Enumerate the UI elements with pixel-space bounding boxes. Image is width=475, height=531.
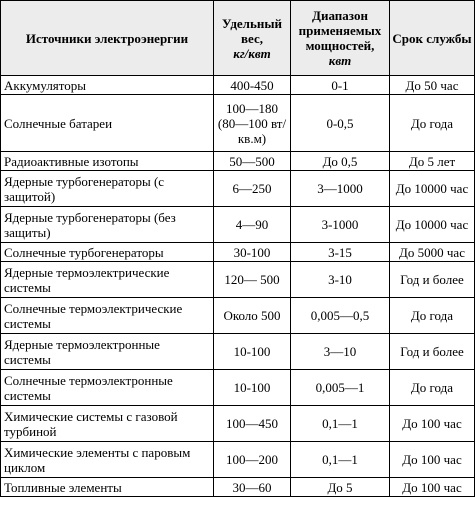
table-row bbox=[1, 262, 475, 298]
cell-weight: 100—450 bbox=[214, 406, 291, 442]
cell-source: Топливные элементы bbox=[1, 478, 214, 497]
cell-weight: 50—500 bbox=[214, 152, 291, 171]
table-row bbox=[1, 442, 475, 478]
cell-source: Химические элементы с паровым циклом bbox=[1, 442, 214, 478]
cell-weight: 100—180 (80—100 вт/кв.м) bbox=[214, 95, 291, 152]
header-weight-unit: кг/квт bbox=[233, 45, 271, 61]
cell-weight: Около 500 bbox=[214, 298, 291, 334]
cell-weight: 4—90 bbox=[214, 207, 291, 243]
cell-life: Год и более bbox=[390, 262, 475, 298]
cell-range: 3-15 bbox=[291, 243, 390, 262]
cell-range: 0,005—0,5 bbox=[291, 298, 390, 334]
table-row bbox=[1, 478, 475, 497]
cell-source: Аккумуляторы bbox=[1, 76, 214, 95]
header-range-label: Диапазон применяемых мощностей, bbox=[298, 8, 382, 53]
cell-life: До 50 час bbox=[390, 76, 475, 95]
cell-source: Химические системы с газовой турбиной bbox=[1, 406, 214, 442]
table-row bbox=[1, 207, 475, 243]
cell-life: До года bbox=[390, 370, 475, 406]
table-row bbox=[1, 334, 475, 370]
header-source bbox=[1, 1, 214, 76]
cell-life: Год и более bbox=[390, 334, 475, 370]
cell-life: До 100 час bbox=[390, 478, 475, 497]
header-source-label: Источники электроэнергии bbox=[25, 30, 189, 46]
cell-range: 0-1 bbox=[291, 76, 390, 95]
cell-weight: 120— 500 bbox=[214, 262, 291, 298]
header-range bbox=[291, 1, 390, 76]
table-row bbox=[1, 152, 475, 171]
cell-weight: 30-100 bbox=[214, 243, 291, 262]
cell-source: Ядерные турбогенераторы (с защитой) bbox=[1, 171, 214, 207]
cell-range: 0,1—1 bbox=[291, 442, 390, 478]
cell-life: До 10000 час bbox=[390, 171, 475, 207]
cell-weight: 100—200 bbox=[214, 442, 291, 478]
cell-source: Ядерные турбогенераторы (без защиты) bbox=[1, 207, 214, 243]
table-row bbox=[1, 298, 475, 334]
cell-range: До 5 bbox=[291, 478, 390, 497]
cell-life: До года bbox=[390, 95, 475, 152]
cell-life: До года bbox=[390, 298, 475, 334]
table-row bbox=[1, 95, 475, 152]
cell-source: Солнечные термоэлектронные системы bbox=[1, 370, 214, 406]
table-row bbox=[1, 171, 475, 207]
cell-source: Солнечные турбогенераторы bbox=[1, 243, 214, 262]
cell-life: До 100 час bbox=[390, 406, 475, 442]
cell-range: 3—1000 bbox=[291, 171, 390, 207]
cell-source: Радиоактивные изотопы bbox=[1, 152, 214, 171]
cell-range: 0-0,5 bbox=[291, 95, 390, 152]
header-life-label: Срок службы bbox=[392, 30, 472, 46]
header-row bbox=[1, 1, 475, 76]
cell-range: 0,1—1 bbox=[291, 406, 390, 442]
cell-weight: 400-450 bbox=[214, 76, 291, 95]
cell-life: До 10000 час bbox=[390, 207, 475, 243]
table-row bbox=[1, 76, 475, 95]
cell-range: 3-10 bbox=[291, 262, 390, 298]
header-weight-label: Удельный вес, bbox=[222, 15, 282, 46]
cell-life: До 5000 час bbox=[390, 243, 475, 262]
table-row bbox=[1, 406, 475, 442]
table-row bbox=[1, 370, 475, 406]
cell-range: 3—10 bbox=[291, 334, 390, 370]
cell-source: Солнечные термоэлектрические системы bbox=[1, 298, 214, 334]
cell-weight: 10-100 bbox=[214, 370, 291, 406]
header-life bbox=[390, 1, 475, 76]
cell-weight: 30—60 bbox=[214, 478, 291, 497]
header-range-unit: квт bbox=[328, 53, 352, 68]
cell-range: 3-1000 bbox=[291, 207, 390, 243]
cell-source: Солнечные батареи bbox=[1, 95, 214, 152]
table-row bbox=[1, 243, 475, 262]
cell-source: Ядерные термоэлектрические системы bbox=[1, 262, 214, 298]
cell-life: До 100 час bbox=[390, 442, 475, 478]
cell-range: 0,005—1 bbox=[291, 370, 390, 406]
cell-life: До 5 лет bbox=[390, 152, 475, 171]
cell-source: Ядерные термоэлектронные системы bbox=[1, 334, 214, 370]
header-weight bbox=[214, 1, 291, 76]
cell-weight: 10-100 bbox=[214, 334, 291, 370]
cell-range: До 0,5 bbox=[291, 152, 390, 171]
cell-weight: 6—250 bbox=[214, 171, 291, 207]
